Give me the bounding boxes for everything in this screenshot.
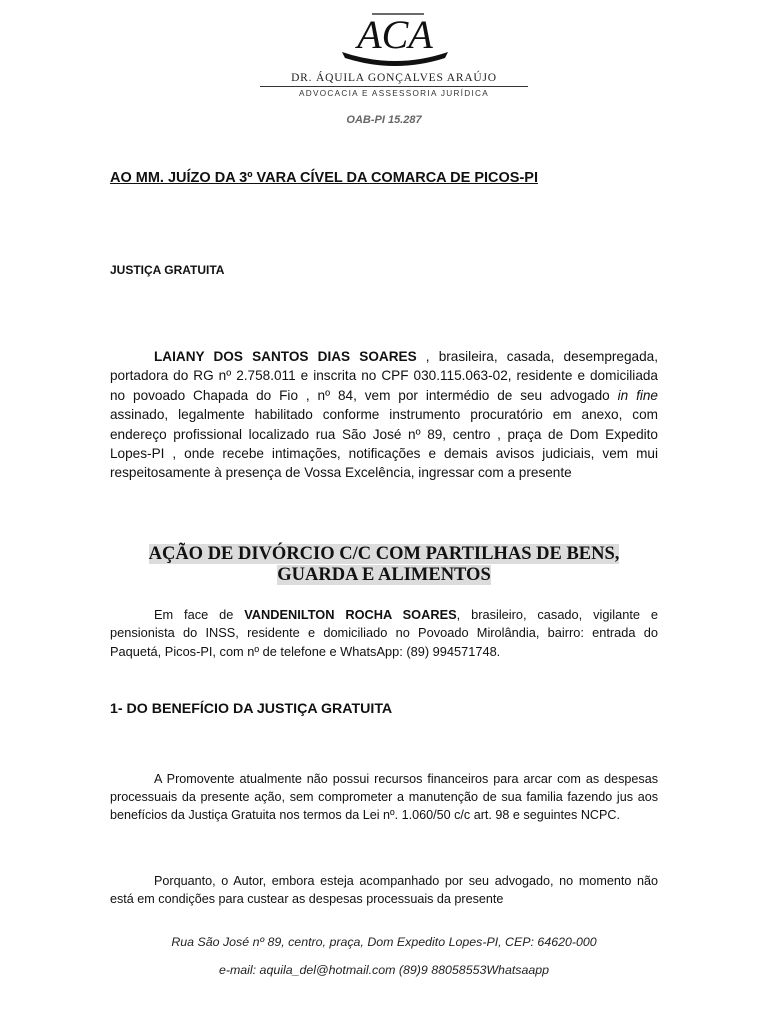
defendant-prefix: Em face de [154, 607, 245, 622]
action-title [110, 544, 658, 586]
section-1-paragraph-1-text: A Promovente atualmente não possui recursos financeiros para arcar com as despesas processuais da presente ação, sem comprometer a manutenção de sua familia fazendo jus aos benefícios da Justiça Gratuita nos termos da Lei nº. 1.060/50 c/c art. 98 e seguintes NCPC. [110, 772, 658, 823]
logo-monogram: ACA [357, 12, 433, 57]
plaintiff-name: LAIANY DOS SANTOS DIAS SOARES [154, 349, 417, 364]
free-justice-label: JUSTIÇA GRATUITA [110, 263, 225, 277]
section-1-heading: 1- DO BENEFÍCIO DA JUSTIÇA GRATUITA [110, 701, 393, 717]
intro-text-part1: , brasileira, casada, desempregada, portadora do RG nº 2.758.011 e inscrita no CPF 030.115.063-02, residente e domiciliada no povoado Chapada do Fio , nº 84, vem por intermédio de seu advogado [110, 349, 658, 403]
section-1-paragraph-2 [110, 872, 658, 908]
action-title-line1: AÇÃO DE DIVÓRCIO C/C COM PARTILHAS DE BENS, [148, 544, 620, 564]
oab-registration: OAB-PI 15.287 [346, 114, 422, 126]
court-addressee: AO MM. JUÍZO DA 3º VARA CÍVEL DA COMARCA DE PICOS-PI [110, 170, 538, 186]
defendant-paragraph [110, 606, 658, 661]
defendant-name: VANDENILTON ROCHA SOARES [244, 607, 457, 622]
intro-text-part2: assinado, legalmente habilitado conforme instrumento procuratório em anexo, com endereço profissional localizado rua São José nº 89, centro , praça de Dom Expedito Lopes-PI , onde recebe intimações, notificações e demais avisos judiciais, vem mui respeitosamente à presença de Vossa Excelência, ingressar com a presente [110, 407, 658, 481]
footer-address: Rua São José nº 89, centro, praça, Dom Expedito Lopes-PI, CEP: 64620-000 [171, 935, 597, 949]
intro-paragraph [110, 347, 658, 483]
intro-italic-term: in fine [617, 387, 658, 403]
lawyer-name: DR. ÁQUILA GONÇALVES ARAÚJO [291, 72, 497, 84]
footer-contact: e-mail: aquila_del@hotmail.com (89)9 88058553Whatsaapp [218, 963, 550, 977]
letterhead [258, 8, 530, 100]
section-1-paragraph-2-text: Porquanto, o Autor, embora esteja acompanhado por seu advogado, no momento não está em condições para custear as despesas processuais da presente [110, 874, 658, 907]
action-title-line2: GUARDA E ALIMENTOS [277, 565, 491, 585]
letterhead-divider [260, 86, 528, 87]
section-1-paragraph-1 [110, 770, 658, 825]
firm-description: ADVOCACIA E ASSESSORIA JURÍDICA [299, 89, 489, 98]
defendant-text: , brasileiro, casado, vigilante e pensionista do INSS, residente e domiciliado no Povoado Mirolândia, bairro: entrada do Paquetá, Picos-PI, com nº de telefone e WhatsApp: (89) 994571748. [110, 607, 658, 659]
law-firm-logo [332, 8, 458, 66]
